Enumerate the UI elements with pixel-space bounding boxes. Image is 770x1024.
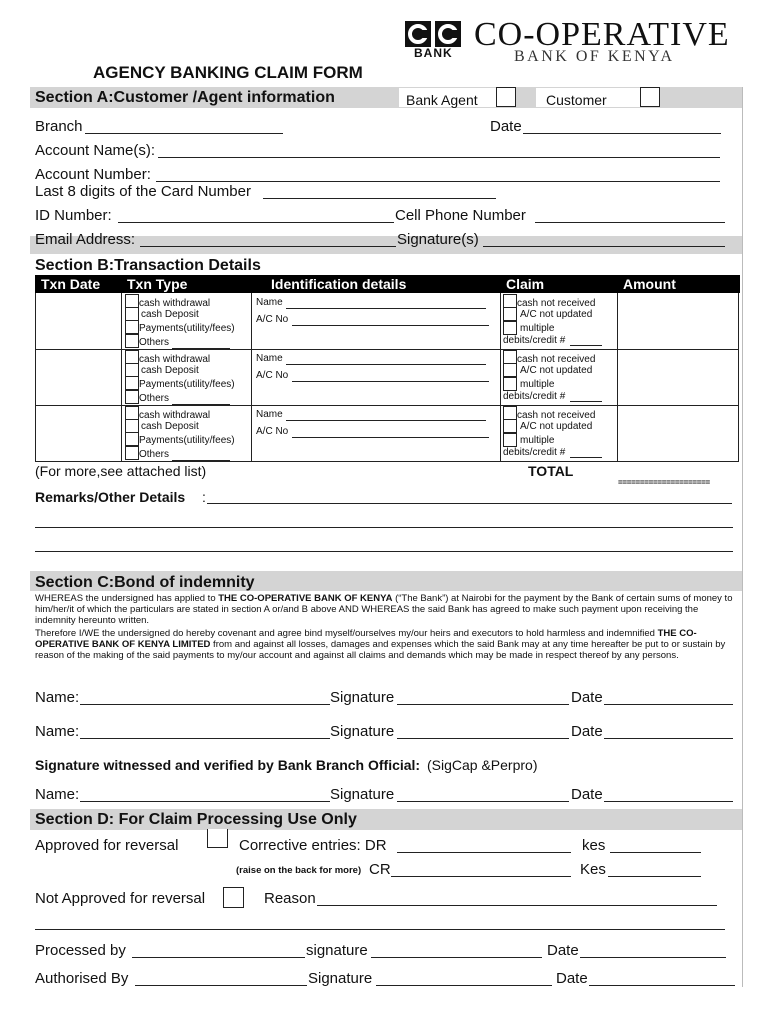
id-name-field[interactable] bbox=[286, 410, 486, 421]
witness-suffix: (SigCap &Perpro) bbox=[427, 757, 538, 773]
logo-bank-mark: BANK bbox=[414, 46, 453, 60]
authorised-field[interactable] bbox=[135, 971, 307, 986]
processed-label: Processed by bbox=[35, 942, 126, 959]
bank-agent-label: Bank Agent bbox=[406, 92, 478, 108]
page-border bbox=[742, 87, 743, 987]
indemnity-paragraph-1: WHEREAS the undersigned has applied to THE CO-OPERATIVE BANK OF KENYA (“The Bank”) at Nairobi for the payment by the Bank of certain sums of money to him/her/it of which the particulars are stated in section A or/and B above AND WHEREAS the said Bank has agreed to make such payment upon receiving the indemnity hereunto written. bbox=[35, 593, 733, 626]
section-a-title: Section A:Customer /Agent information bbox=[35, 89, 335, 106]
processed-signature-field[interactable] bbox=[371, 943, 542, 958]
claim-checkbox[interactable] bbox=[503, 307, 517, 321]
table-row: cash withdrawal cash Deposit Payments(utility/fees) Others Name A/C No cash not received A/C not updated multiple debits/credit # bbox=[0, 294, 770, 349]
section-b-title: Section B:Transaction Details bbox=[35, 257, 261, 274]
col-claim: Claim bbox=[500, 275, 617, 293]
signature-label: Signature bbox=[330, 689, 395, 706]
col-txn-date: Txn Date bbox=[35, 275, 121, 293]
remarks-field[interactable] bbox=[207, 490, 732, 504]
signature-field[interactable] bbox=[397, 724, 569, 739]
indemnity-paragraph-2: Therefore I/WE the undersigned do hereby covenant and agree bind myself/ourselves my/our heirs and executors to hold harmless and indemnified THE CO-OPERATIVE BANK OF KENYA LIMITED from and against all losses, damages and expenses which the said Bank may at any time hereafter be put to or sustain by reason of the making of the said payments to my/our account and against all claims and demands which may be made in respect thereof by any persons. bbox=[35, 628, 726, 661]
reason-label: Reason bbox=[264, 890, 316, 907]
reason-field[interactable] bbox=[317, 891, 717, 906]
txn-type-checkbox[interactable] bbox=[125, 446, 139, 460]
account-number-label: Account Number: bbox=[35, 166, 151, 183]
id-account-field[interactable] bbox=[292, 371, 489, 382]
account-names-label: Account Name(s): bbox=[35, 142, 156, 159]
cr-kes-field[interactable] bbox=[608, 862, 701, 877]
official-date-label: Date bbox=[571, 786, 603, 803]
claim-checkbox[interactable] bbox=[503, 377, 517, 391]
co-op-emblem-icon bbox=[404, 20, 462, 62]
not-approved-checkbox[interactable] bbox=[223, 887, 244, 908]
claim-checkbox[interactable] bbox=[503, 363, 517, 377]
id-account-field[interactable] bbox=[292, 315, 489, 326]
account-names-field[interactable] bbox=[158, 143, 720, 158]
signature-field[interactable] bbox=[397, 690, 569, 705]
col-amount: Amount bbox=[617, 275, 740, 293]
claim-checkbox[interactable] bbox=[503, 350, 517, 364]
reason-field-line[interactable] bbox=[35, 915, 725, 930]
id-name-field[interactable] bbox=[286, 354, 486, 365]
official-name-label: Name: bbox=[35, 786, 80, 803]
name-label: Name: bbox=[35, 689, 80, 706]
email-field[interactable] bbox=[140, 232, 396, 247]
txn-type-checkbox[interactable] bbox=[125, 432, 139, 446]
txn-type-checkbox[interactable] bbox=[125, 334, 139, 348]
txn-type-checkbox[interactable] bbox=[125, 294, 139, 308]
authorised-date-field[interactable] bbox=[589, 971, 735, 986]
corrective-dr-label: Corrective entries: DR bbox=[239, 837, 387, 854]
id-account-field[interactable] bbox=[292, 427, 489, 438]
id-name-field[interactable] bbox=[286, 298, 486, 309]
branch-field[interactable] bbox=[85, 119, 283, 134]
claim-checkbox[interactable] bbox=[503, 294, 517, 308]
bank-agent-checkbox[interactable] bbox=[496, 87, 516, 107]
name-label: Name: bbox=[35, 723, 80, 740]
date-label: Date bbox=[571, 723, 603, 740]
date-field[interactable] bbox=[604, 690, 733, 705]
official-date-field[interactable] bbox=[604, 787, 733, 802]
customer-label: Customer bbox=[546, 92, 607, 108]
name-field[interactable] bbox=[80, 724, 330, 739]
more-note: (For more,see attached list) bbox=[35, 463, 207, 479]
signature-field[interactable] bbox=[483, 232, 725, 247]
official-signature-field[interactable] bbox=[397, 787, 569, 802]
approved-label: Approved for reversal bbox=[35, 837, 179, 854]
kes-lower-label: kes bbox=[582, 837, 606, 854]
txn-type-checkbox[interactable] bbox=[125, 363, 139, 377]
customer-checkbox[interactable] bbox=[640, 87, 660, 107]
form-title: AGENCY BANKING CLAIM FORM bbox=[93, 63, 363, 82]
dr-field[interactable] bbox=[397, 838, 571, 853]
bank-logo bbox=[404, 16, 749, 66]
date-label: Date bbox=[490, 118, 522, 135]
kes-upper-label: Kes bbox=[580, 861, 606, 878]
cell-phone-field[interactable] bbox=[535, 208, 725, 223]
total-label: TOTAL bbox=[528, 463, 574, 479]
claim-checkbox[interactable] bbox=[503, 433, 517, 447]
account-number-field[interactable] bbox=[156, 167, 720, 182]
authorised-signature-field[interactable] bbox=[376, 971, 552, 986]
claim-checkbox[interactable] bbox=[503, 419, 517, 433]
table-row: cash withdrawal cash Deposit Payments(utility/fees) Others Name A/C No cash not received A/C not updated multiple debits/credit # bbox=[0, 350, 770, 405]
claim-checkbox[interactable] bbox=[503, 406, 517, 420]
witness-label: Signature witnessed and verified by Bank Branch Official: bbox=[35, 757, 421, 773]
processed-field[interactable] bbox=[132, 943, 305, 958]
branch-label: Branch bbox=[35, 118, 83, 135]
remarks-label: Remarks/Other Details bbox=[35, 489, 186, 505]
card-digits-label: Last 8 digits of the Card Number bbox=[35, 183, 251, 200]
txn-type-checkbox[interactable] bbox=[125, 376, 139, 390]
section-c-title: Section C:Bond of indemnity bbox=[35, 574, 255, 591]
dr-kes-field[interactable] bbox=[610, 838, 701, 853]
authorised-signature-label: Signature bbox=[308, 970, 373, 987]
date-field[interactable] bbox=[523, 119, 721, 134]
txn-type-checkbox[interactable] bbox=[125, 350, 139, 364]
txn-type-checkbox[interactable] bbox=[125, 390, 139, 404]
claim-checkbox[interactable] bbox=[503, 321, 517, 335]
authorised-label: Authorised By bbox=[35, 970, 129, 987]
processed-date-label: Date bbox=[547, 942, 579, 959]
processed-signature-label: signature bbox=[306, 942, 368, 959]
date-field[interactable] bbox=[604, 724, 733, 739]
cell-phone-label: Cell Phone Number bbox=[395, 207, 526, 224]
approved-checkbox[interactable] bbox=[207, 829, 228, 848]
txn-type-checkbox[interactable] bbox=[125, 307, 139, 321]
authorised-date-label: Date bbox=[556, 970, 588, 987]
section-d-title: Section D: For Claim Processing Use Only bbox=[35, 811, 357, 828]
cr-label: CR bbox=[369, 861, 391, 878]
id-number-label: ID Number: bbox=[35, 207, 112, 224]
txn-type-checkbox[interactable] bbox=[125, 419, 139, 433]
card-digits-field[interactable] bbox=[263, 184, 496, 199]
col-txn-type: Txn Type bbox=[121, 275, 251, 293]
logo-name-line1: CO-OPERATIVE bbox=[474, 16, 730, 53]
processed-date-field[interactable] bbox=[580, 943, 726, 958]
id-number-field[interactable] bbox=[118, 208, 394, 223]
col-identification: Identification details bbox=[251, 275, 500, 293]
txn-type-checkbox[interactable] bbox=[125, 406, 139, 420]
name-field[interactable] bbox=[80, 690, 330, 705]
signature-label: Signature bbox=[330, 723, 395, 740]
official-name-field[interactable] bbox=[80, 787, 330, 802]
date-label: Date bbox=[571, 689, 603, 706]
remarks-field-line[interactable] bbox=[35, 514, 733, 528]
cr-field[interactable] bbox=[391, 862, 571, 877]
table-row: cash withdrawal cash Deposit Payments(utility/fees) Others Name A/C No cash not received A/C not updated multiple debits/credit # bbox=[0, 406, 770, 462]
not-approved-label: Not Approved for reversal bbox=[35, 890, 206, 907]
raise-note: (raise on the back for more) bbox=[236, 865, 362, 876]
email-label: Email Address: bbox=[35, 231, 136, 248]
total-underline: ===================== bbox=[618, 478, 710, 487]
logo-name-line2: BANK OF KENYA bbox=[514, 48, 675, 65]
official-signature-label: Signature bbox=[330, 786, 395, 803]
txn-type-checkbox[interactable] bbox=[125, 320, 139, 334]
signature-label: Signature(s) bbox=[397, 231, 479, 248]
remarks-field-line[interactable] bbox=[35, 538, 733, 552]
